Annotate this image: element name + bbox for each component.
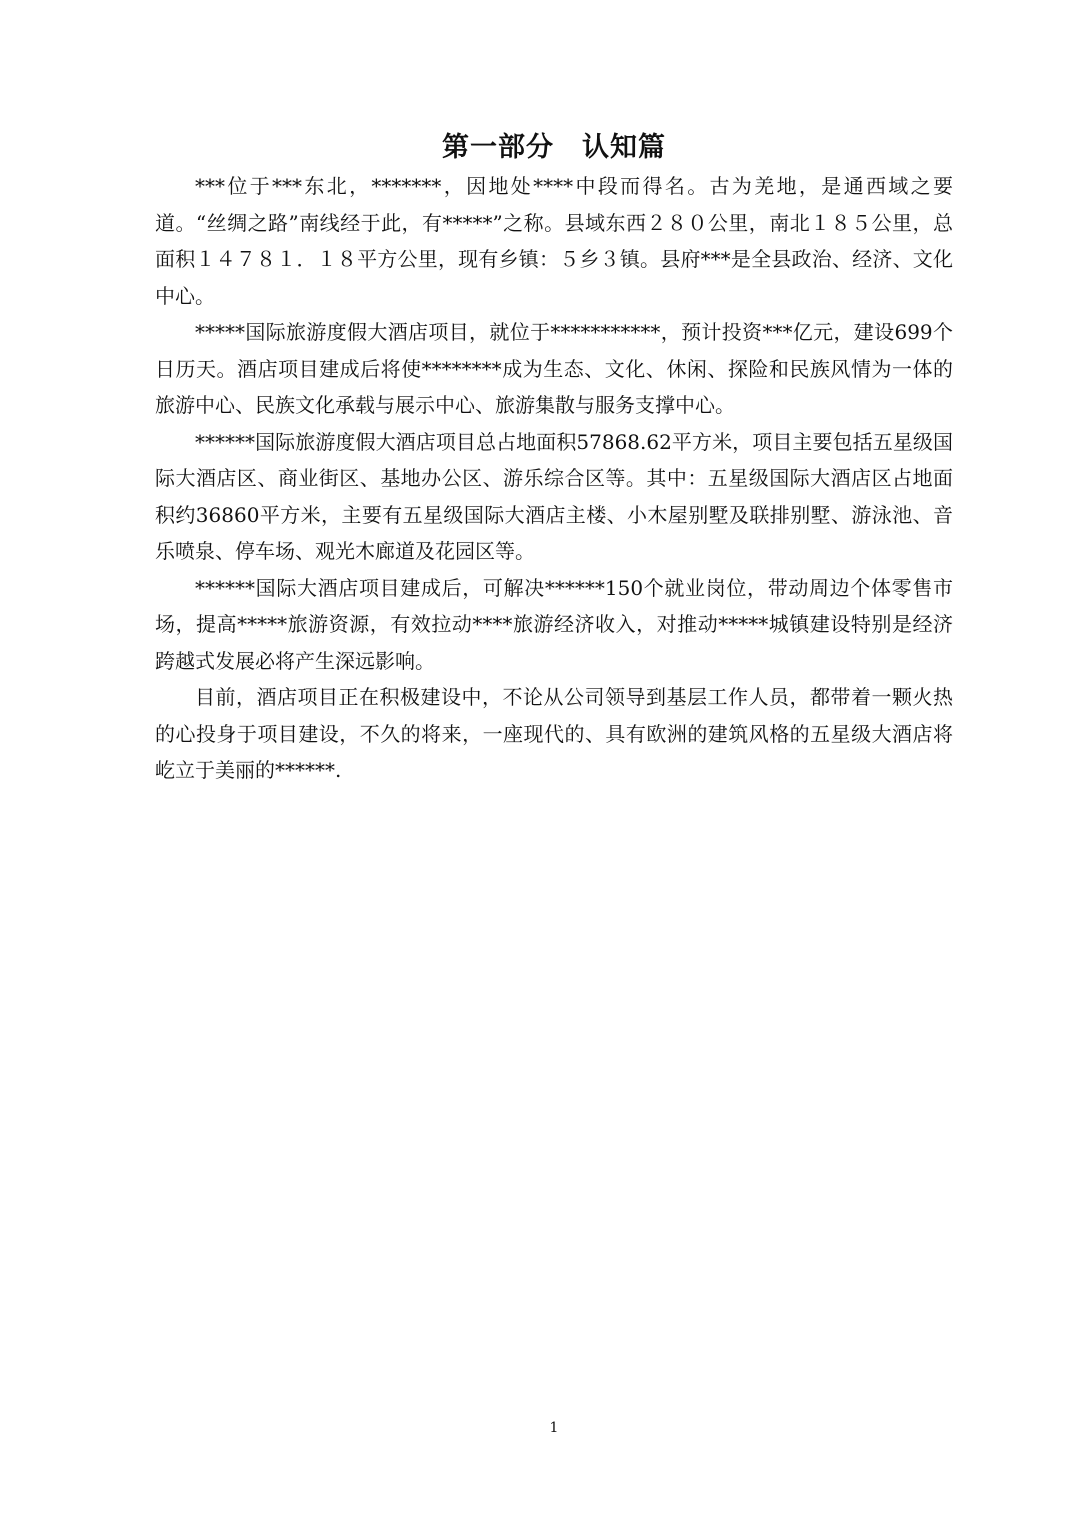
paragraph: ******国际大酒店项目建成后，可解决******150个就业岗位，带动周边个体零售市场，提高*****旅游资源，有效拉动****旅游经济收入，对推动*****城镇建设特别是经济跨越式发展必将产生深远影响。 bbox=[155, 575, 953, 673]
paragraph: ******国际旅游度假大酒店项目总占地面积57868.62平方米，项目主要包括五星级国际大酒店区、商业街区、基地办公区、游乐综合区等。其中：五星级国际大酒店区占地面积约36860平方米，主要有五星级国际大酒店主楼、小木屋别墅及联排别墅、游泳池、音乐喷泉、停车场、观光木廊道及花园区等。 bbox=[155, 429, 953, 563]
paragraph: 目前，酒店项目正在积极建设中，不论从公司领导到基层工作人员，都带着一颗火热的心投身于项目建设，不久的将来，一座现代的、具有欧洲的建筑风格的五星级大酒店将屹立于美丽的******. bbox=[155, 685, 953, 782]
page-number: 1 bbox=[549, 1420, 559, 1436]
body-text bbox=[155, 168, 953, 789]
page-title: 第一部分 认知篇 bbox=[442, 132, 666, 163]
paragraph: *****国际旅游度假大酒店项目，就位于***********，预计投资***亿元，建设699个日历天。酒店项目建成后将使********成为生态、文化、休闲、探险和民族风情为一体的旅游中心、民族文化承载与展示中心、旅游集散与服务支撑中心。 bbox=[155, 320, 953, 417]
paragraph: ***位于***东北，*******，因地处****中段而得名。古为羌地，是通西域之要道。“丝绸之路”南线经于此，有*****”之称。县域东西２８０公里，南北１８５公里，总面积１４７８１．１８平方公里，现有乡镇：５乡３镇。县府***是全县政治、经济、文化中心。 bbox=[155, 174, 953, 308]
